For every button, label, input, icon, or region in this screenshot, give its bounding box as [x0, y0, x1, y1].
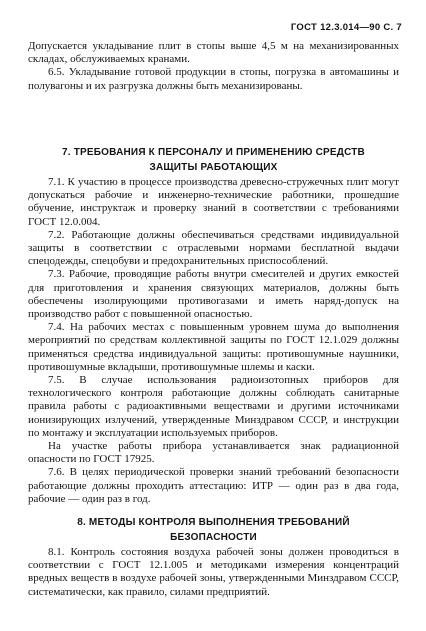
- paragraph-7-6: 7.6. В целях периодической проверки знаний требований безопасности работающие должны проходить аттестацию: ИТР — один раз в два года, рабочие — один раз в год.: [28, 466, 399, 505]
- section-8-heading: [28, 516, 399, 545]
- paragraph-7-3: 7.3. Рабочие, проводящие работы внутри смесителей и других емкостей для приготовления и хранения связующих материалов, должны быть обеспечены изолирующими противогазами и иметь наряд-допуск на производство работ с повышенной опасностью.: [28, 268, 399, 321]
- paragraph-6-5: 6.5. Укладывание готовой продукции в стопы, погрузка в автомашины и полувагоны и их разгрузка должны быть механизированы.: [28, 66, 399, 92]
- paragraph-7-5: 7.5. В случае использования радиоизотопных приборов для технологического контроля работающие должны соблюдать санитарные правила работы с радиоактивными веществами и другими источниками ионизирующих излучений, утвержденные Минздравом СССР, и инструкции по монтажу и эксплуатации используемых приборов.: [28, 374, 399, 439]
- section-7-heading: [28, 146, 399, 175]
- section-8-body: [28, 546, 399, 599]
- paragraph-7-4: 7.4. На рабочих местах с повышенным уровнем шума до выполнения мероприятий по средствам коллективной защиты по ГОСТ 12.1.029 должны применяться средства индивидуальной защиты: противошумные наушники, противошумные вкладыши, противошумные шлемы и каски.: [28, 321, 399, 373]
- paragraph-7-5-sign: На участке работы прибора устанавливается знак радиационной опасности по ГОСТ 17925.: [28, 440, 399, 466]
- paragraph-8-1: 8.1. Контроль состояния воздуха рабочей зоны должен проводиться в соответствии с ГОСТ 12.1.005 и методиками измерения концентраций вредных веществ в воздухе рабочей зоны, утвержденными Минздравом СССР, систематически, как правило, силами предприятий.: [28, 546, 399, 598]
- section-7-title-line2: ЗАЩИТЫ РАБОТАЮЩИХ: [149, 161, 278, 173]
- section-8-title-line2: БЕЗОПАСНОСТИ: [170, 531, 257, 543]
- paragraph-7-2: 7.2. Работающие должны обеспечиваться средствами индивидуальной защиты в соответствии с отраслевыми нормами бесплатной выдачи спецодежды, спецобуви и предохранительных приспособлений.: [28, 228, 399, 268]
- intro-paragraph: Допускается укладывание плит в стопы выше 4,5 м на механизированных складах, обслуживаемых кранами.: [28, 40, 399, 66]
- section-8-title-line1: 8. МЕТОДЫ КОНТРОЛЯ ВЫПОЛНЕНИЯ ТРЕБОВАНИЙ: [77, 517, 350, 528]
- section-7-title-line1: 7. ТРЕБОВАНИЯ К ПЕРСОНАЛУ И ПРИМЕНЕНИЮ СРЕДСТВ: [62, 147, 365, 158]
- running-head: ГОСТ 12.3.014—90 С. 7: [290, 22, 402, 33]
- paragraph-7-1: 7.1. К участию в процессе производства древесно-стружечных плит могут допускаться рабочие и инженерно-технические работники, прошедшие обучение, инструктаж и проверку знаний в соответствии с требованиями ГОСТ 12.0.004.: [28, 176, 399, 228]
- section-7-body: [28, 176, 399, 506]
- intro-block: [28, 40, 399, 93]
